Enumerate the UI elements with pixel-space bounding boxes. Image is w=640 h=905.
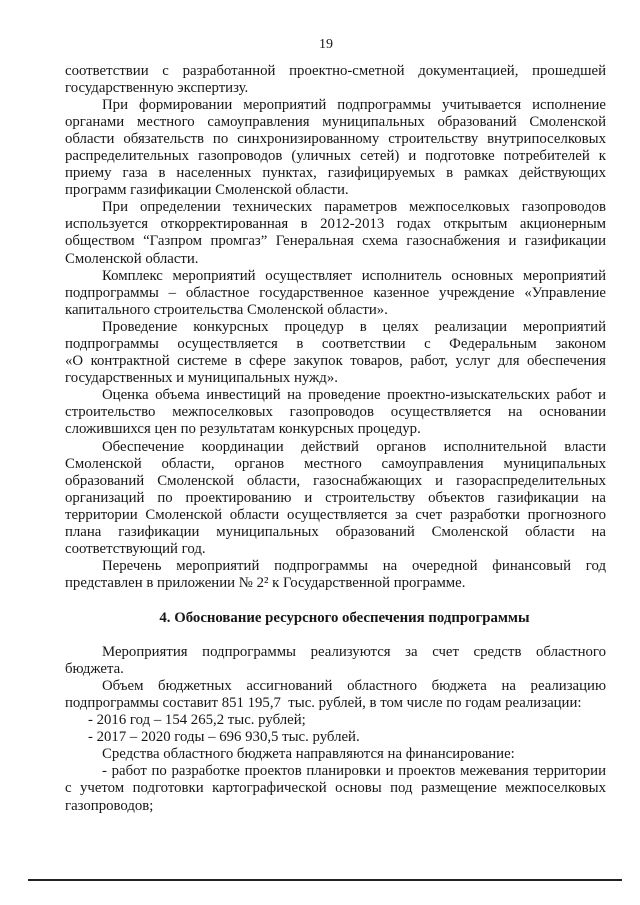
paragraph-line: Комплекс мероприятий осуществляет исполнитель основных мероприятий [102,267,606,284]
paragraph-line: образований Смоленской области, газоснабжающих и газораспределительных [65,472,606,489]
paragraph-line: государственную экспертизу. [65,79,249,96]
list-item [65,729,606,746]
paragraph-line: Перечень мероприятий подпрограммы на очередной финансовый год [102,558,606,575]
paragraph-line: программ газификации Смоленской области. [65,182,349,199]
paragraph-line: - 2016 год – 154 265,2 тыс. рублей; [88,712,306,729]
paragraph-line: - 2017 – 2020 годы – 696 930,5 тыс. рублей. [88,729,360,746]
paragraph-line: Смоленской области. [65,250,199,267]
paragraph [65,63,606,97]
paragraph-line: бюджета. [65,660,124,677]
paragraph [65,644,606,678]
paragraph-line: подпрограммы составит 851 195,7 тыс. рублей, в том числе по годам реализации: [65,694,582,711]
paragraph-line: соответствующий год. [65,541,206,558]
paragraph [65,746,606,763]
paragraph-line: обществом “Газпром промгаз” Генеральная схема газоснабжения и газификации [65,233,606,250]
paragraph-line: сложившихся цен по результатам конкурсных процедур. [65,421,421,438]
paragraph-line: представлен в приложении № 2² к Государственной программе. [65,575,466,592]
paragraph-line: строительство межпоселковых газопроводов осуществляется на основании [65,404,606,421]
paragraph [65,199,606,267]
list-item [65,712,606,729]
paragraph-line: подпрограммы – областное государственное казенное учреждение «Управление [65,284,606,301]
page-number: 19 [319,37,333,52]
paragraph-line: области обязательств по синхронизированному строительству внутрипоселковых [65,130,606,147]
paragraph-line: При формировании мероприятий подпрограммы учитывается исполнение [102,96,606,113]
text-column [65,63,606,815]
paragraph-line: Оценка объема инвестиций на проведение проектно-изыскательских работ и [102,387,606,404]
paragraph-line: Смоленской области, органов местного самоуправления муниципальных [65,455,606,472]
blank-line [65,592,606,609]
paragraph-line: Проведение конкурсных процедур в целях реализации мероприятий [102,318,606,335]
paragraph-line: Объем бюджетных ассигнований областного бюджета на реализацию [102,677,606,694]
paragraph-line: «О контрактной системе в сфере закупок товаров, работ, услуг для обеспечения [65,353,606,370]
footer-rule [28,879,622,881]
paragraph-line: подпрограммы осуществляется в соответствии с Федеральным законом [65,336,606,352]
paragraph-line: с учетом подготовки картографической основы под размещение межпоселковых [65,780,606,797]
paragraph-line: распределительных газопроводов (уличных сетей) и подготовке потребителей к [65,147,606,164]
paragraph-line: органами местного самоуправления муниципальных образований Смоленской [65,113,606,130]
paragraph [65,319,606,387]
paragraph-line: - работ по разработке проектов планировки и проектов межевания территории [102,763,606,780]
paragraph [65,558,606,592]
paragraph-line: При определении технических параметров межпоселковых газопроводов [102,199,606,216]
paragraph [65,268,606,319]
paragraph [65,439,606,559]
paragraph-line: газопроводов; [65,797,154,814]
list-item [65,763,606,814]
paragraph-line: капитального строительства Смоленской области». [65,301,388,318]
blank-line [65,627,606,644]
paragraph-line: Средства областного бюджета направляются на финансирование: [102,746,515,763]
paragraph-line: организаций по проектированию и строительству объектов газификации на [65,489,606,506]
paragraph [65,387,606,438]
paragraph-line: государственных и муниципальных нужд». [65,370,338,387]
section-heading: 4. Обоснование ресурсного обеспечения подпрограммы [159,609,530,626]
paragraph-line: плана газификации муниципальных образований Смоленской области на [65,524,606,541]
paragraph-line: Мероприятия подпрограммы реализуются за счет средств областного [102,643,606,660]
paragraph-line: используется откорректированная в 2012-2013 годах открытым акционерным [65,216,606,233]
paragraph-line: Обеспечение координации действий органов исполнительной власти [102,438,606,455]
paragraph-line: приему газа в населенных пунктах, газифицируемых в рамках действующих [65,165,606,182]
paragraph-line: соответствии с разработанной проектно-сметной документацией, прошедшей [65,62,606,79]
paragraph-line: территории Смоленской области осуществляется за счет разработки прогнозного [65,506,606,523]
paragraph [65,678,606,712]
paragraph [65,97,606,200]
